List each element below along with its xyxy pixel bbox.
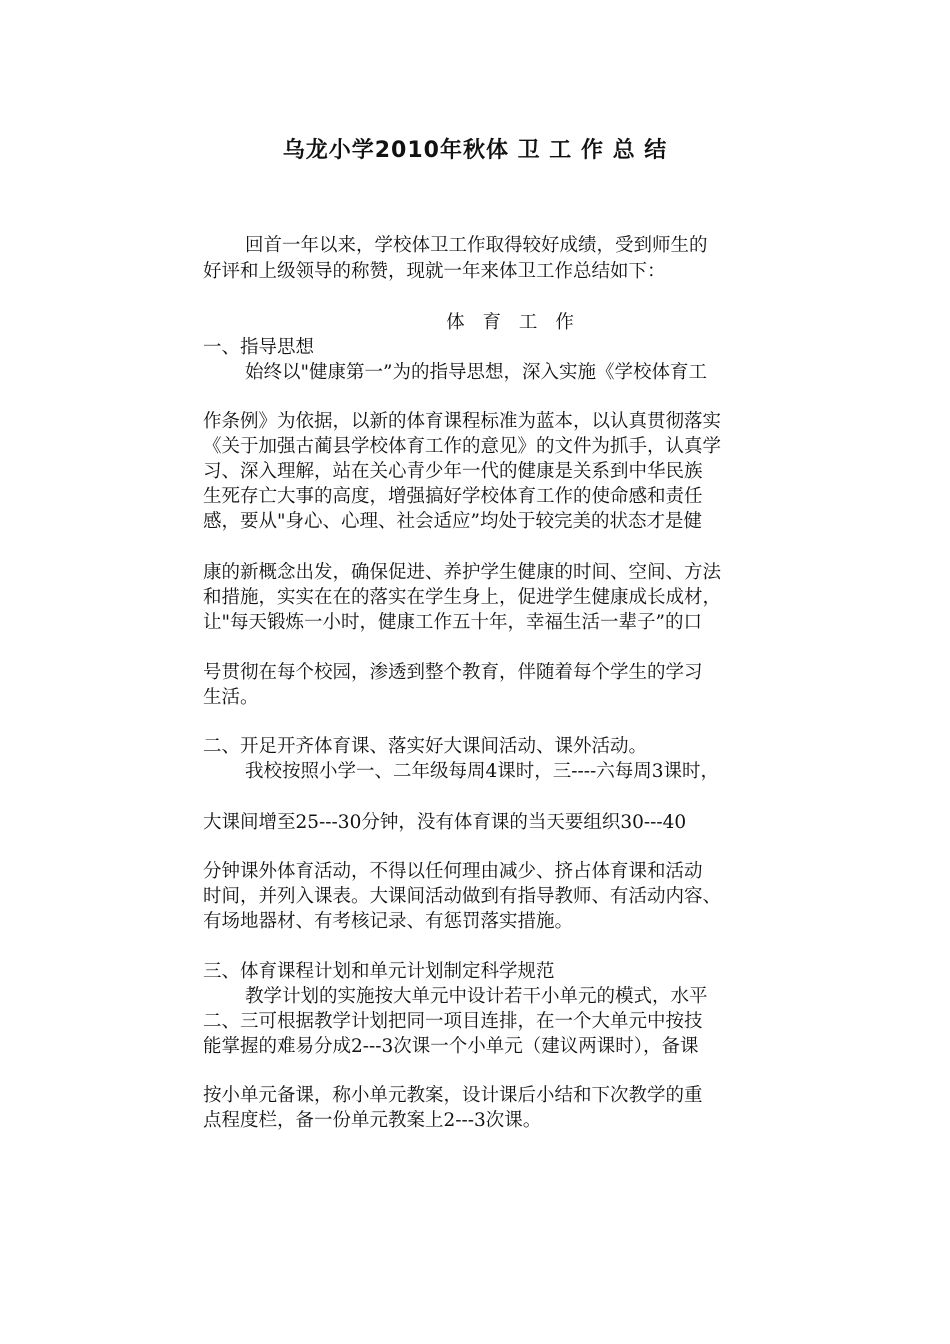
paragraph-line: 和措施，实实在在的落实在学生身上，促进学生健康成长成材， [203, 587, 722, 608]
paragraph-line: 《关于加强古蔺县学校体育工作的意见》的文件为抓手，认真学 [203, 436, 722, 457]
paragraph-line: 时间，并列入课表。大课间活动做到有指导教师、有活动内容、 [203, 886, 722, 907]
paragraph-line: 好评和上级领导的称赞，现就一年来体卫工作总结如下： [203, 261, 666, 282]
paragraph-line: 作条例》为依据，以新的体育课程标准为蓝本，以认真贯彻落实 [203, 411, 722, 432]
paragraph-line: 我校按照小学一、二年级每周4课时，三----六每周3课时， [245, 761, 720, 782]
section-heading: 体 育 工 作 [446, 312, 580, 333]
subsection-heading: 一、指导思想 [203, 337, 315, 358]
paragraph-line: 点程度栏，备一份单元教案上2---3次课。 [203, 1110, 542, 1131]
paragraph-line: 能掌握的难易分成2---3次课一个小单元（建议两课时），备课 [203, 1036, 699, 1057]
paragraph-line: 二、三可根据教学计划把同一项目连排，在一个大单元中按技 [203, 1011, 703, 1032]
paragraph-line: 按小单元备课，称小单元教案，设计课后小结和下次教学的重 [203, 1085, 703, 1106]
paragraph-line: 有场地器材、有考核记录、有惩罚落实措施。 [203, 911, 574, 932]
paragraph-line: 教学计划的实施按大单元中设计若干小单元的模式，水平 [245, 986, 708, 1007]
subsection-heading: 三、体育课程计划和单元计划制定科学规范 [203, 961, 555, 982]
paragraph-line: 始终以"健康第一”为的指导思想，深入实施《学校体育工 [245, 362, 707, 383]
paragraph-line: 感，要从"身心、心理、社会适应”均处于较完美的状态才是健 [203, 511, 702, 532]
subsection-heading: 二、开足开齐体育课、落实好大课间活动、课外活动。 [203, 736, 648, 757]
paragraph-line: 康的新概念出发，确保促进、养护学生健康的时间、空间、方法 [203, 562, 722, 583]
paragraph-line: 号贯彻在每个校园，渗透到整个教育，伴随着每个学生的学习 [203, 662, 703, 683]
paragraph-line: 大课间增至25---30分钟，没有体育课的当天要组织30---40 [203, 812, 687, 833]
paragraph-line: 回首一年以来，学校体卫工作取得较好成绩，受到师生的 [245, 235, 708, 256]
paragraph-line: 分钟课外体育活动，不得以任何理由减少、挤占体育课和活动 [203, 861, 703, 882]
paragraph-line: 生死存亡大事的高度，增强搞好学校体育工作的使命感和责任 [203, 486, 703, 507]
paragraph-line: 生活。 [203, 687, 259, 708]
document-title: 乌龙小学2010年秋体 卫 工 作 总 结 [282, 138, 668, 163]
paragraph-line: 让"每天锻炼一小时，健康工作五十年，幸福生活一辈子”的口 [203, 612, 702, 633]
paragraph-line: 习、深入理解，站在关心青少年一代的健康是关系到中华民族 [203, 461, 703, 482]
